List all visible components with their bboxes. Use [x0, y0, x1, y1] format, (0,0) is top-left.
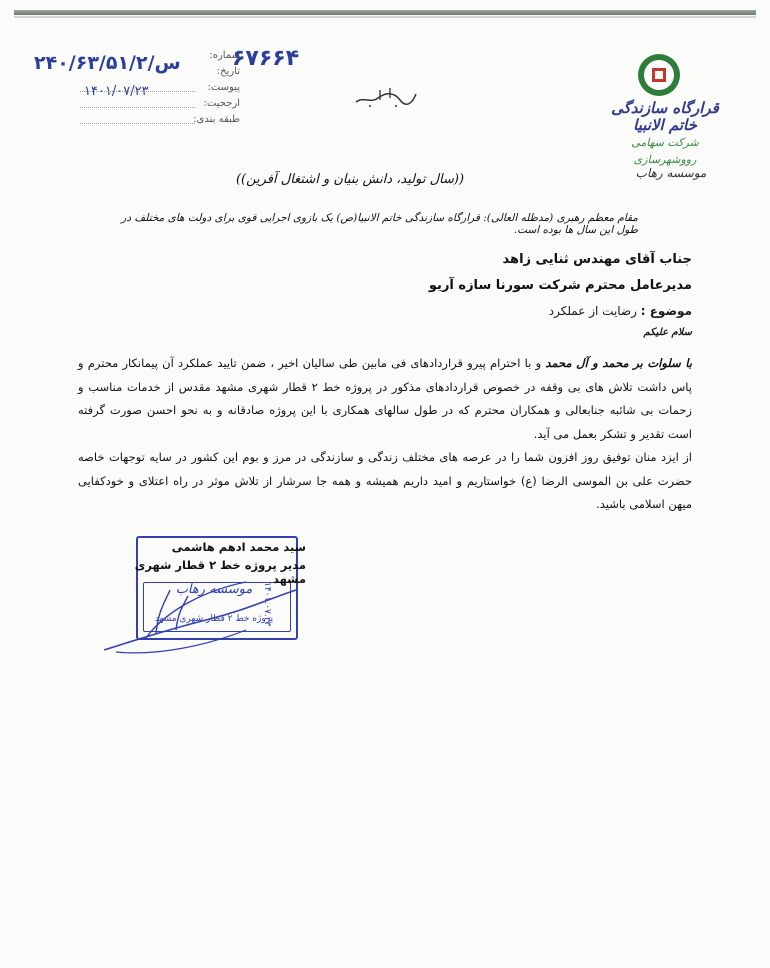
date-field — [30, 64, 240, 80]
stamp-org-name: موسسه رهاب — [175, 582, 253, 597]
signer-title: مدیر پروژه خط ۲ قطار شهری مشهد — [134, 558, 306, 586]
stamp-project-name: پروژه خط ۲ قطار شهری مشهد — [154, 614, 274, 624]
attachment-field — [30, 80, 240, 96]
org-name-line1: قرارگاه سازندگی خاتم الانبیا — [611, 99, 719, 134]
subject-label: موضوع : — [640, 304, 692, 318]
org-name-line2: شرکت سهامی رووشهرسازی — [631, 136, 699, 166]
priority-label: ارجحیت: — [203, 98, 240, 109]
body-paragraph-1 — [78, 352, 692, 446]
subject-line — [300, 304, 692, 318]
attachment-label: پیوست: — [207, 82, 240, 93]
organization-title — [600, 100, 730, 170]
org-subtitle: موسسه رهاب — [635, 166, 707, 180]
meta-fields — [30, 48, 240, 128]
priority-field — [30, 96, 240, 112]
priority-line — [80, 107, 195, 108]
letter-body — [78, 352, 692, 517]
body-paragraph-2: از ایزد منان توفیق روز افزون شما را در عرصه های مختلف زندگی و سازندگی در مرز و بوم این کشور در سایه توجهات خاصه حضرت علی بن الموسی الرضا (ع) خواستاریم و امید داریم همیشه و همه جا سرشار از تلاش موثر در راه اعتلای و خودکفایی میهن اسلامی باشید. — [78, 450, 692, 511]
classification-label: طبقه بندی: — [193, 114, 240, 125]
classification-field — [30, 112, 240, 128]
body-text-1: و با احترام پیرو قراردادهای فی مابین طی سالیان اخیر ، ضمن تایید عملکرد آن پیمانکار محترم و پاس داشت تلاش های بی وقفه در خصوص قراردادهای مذکور در پروژه خط ۲ قطار شهری مشهد مقدس از خدمات مناسب و زحمات بی شائبه جنابعالی و همکاران محترم که در طول سالهای همکاری با این پروژه صادقانه و به نحو احسن صورت گرفته است تقدیر و تشکر بعمل می آید. — [78, 356, 692, 441]
top-border — [14, 10, 756, 15]
signer-name: سید محمد ادهم هاشمی — [171, 540, 306, 554]
letter-date: ۱۴۰۱/۰۷/۲۳ — [84, 84, 149, 99]
date-label: تاریخ: — [216, 66, 240, 77]
greeting: سلام علیکم — [643, 327, 692, 338]
attachment-line — [80, 91, 195, 92]
organization-logo-icon — [636, 52, 682, 98]
stamp-date: ۱۴۰۱.۰۷.۲۳ — [262, 582, 272, 627]
leader-quote: مقام معظم رهبری (مدظله العالی): قرارگاه سازندگی خاتم الانبیا(ص) یک بازوی اجرایی قوی برای دولت های مختلف در طول این سال ها بوده است. — [121, 212, 638, 236]
number-label: شماره: — [209, 50, 240, 61]
basmala-calligraphy — [350, 82, 420, 112]
addressee-title: مدیرعامل محترم شرکت سورنا سازه آریو — [428, 278, 692, 293]
top-border-line — [14, 16, 756, 18]
letter-number: ۲۴۰/۶۳/۵۱/۲/س — [34, 52, 181, 74]
year-slogan: ((سال تولید، دانش بنیان و اشتغال آفرین)) — [235, 172, 465, 187]
addressee-name: جناب آقای مهندس ثنایی زاهد — [502, 252, 692, 267]
salawat: با سلوات بر محمد و آل محمد — [545, 356, 692, 370]
subject-value: رضایت از عملکرد — [548, 304, 637, 318]
number-field — [30, 48, 240, 64]
classification-line — [80, 123, 195, 124]
received-number: ۶۷۶۶۴ — [232, 46, 300, 71]
